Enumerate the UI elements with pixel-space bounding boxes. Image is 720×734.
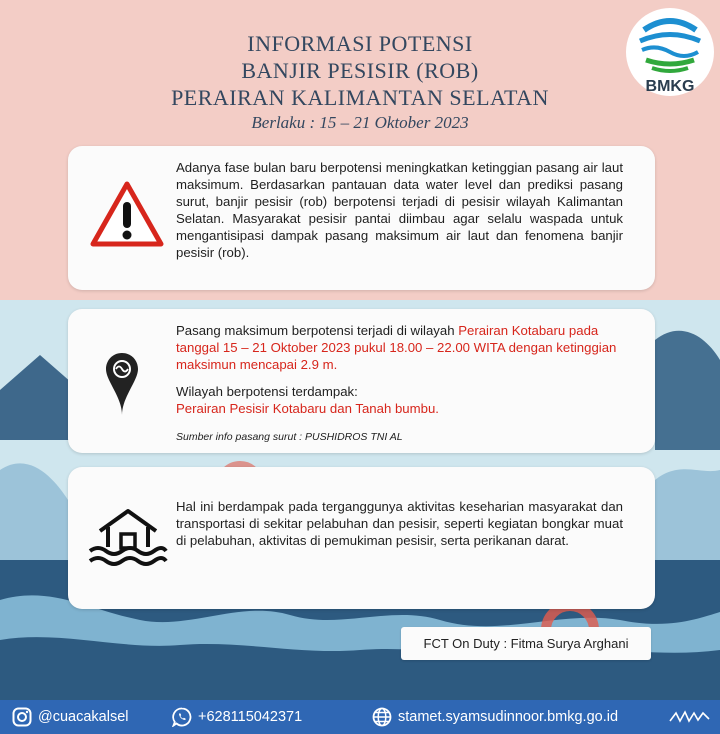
- page-title: [160, 30, 560, 135]
- instagram-handle: @cuacakalsel: [38, 709, 129, 725]
- logo-text: BMKG: [645, 78, 695, 95]
- whatsapp-icon: [172, 707, 192, 727]
- globe-icon: [372, 707, 392, 727]
- data-source: Sumber info pasang surut : PUSHIDROS TNI AL: [176, 431, 403, 443]
- instagram-icon: [12, 707, 32, 727]
- affected-label: Wilayah berpotensi terdampak:: [176, 384, 358, 399]
- affected-areas: Perairan Pesisir Kotabaru dan Tanah bumbu.: [176, 401, 439, 416]
- forecast-paragraph: [176, 322, 636, 373]
- forecaster-on-duty: FCT On Duty : Fitma Surya Arghani: [401, 627, 651, 660]
- tide-phase-text: Adanya fase bulan baru berpotensi meningkatkan ketinggian pasang air laut maksimum. Berdasarkan pantauan data water level dan prediksi pasang surut, banjir pesisir (rob) berpotensi terjadi di pesisir wilayah Kalimantan Selatan. Masyarakat pesisir pantai diimbau agar selalu waspada untuk mengantisipasi dampak pasang maksimum air laut dan fenomena banjir pesisir (rob).: [176, 160, 623, 260]
- flooded-house-icon: [88, 507, 168, 571]
- website-link[interactable]: [372, 700, 618, 734]
- warning-icon: [90, 180, 164, 248]
- whatsapp-contact[interactable]: [172, 700, 302, 734]
- title-line-2: BANJIR PESISIR (ROB): [241, 58, 479, 83]
- forecast-highlight: Perairan Kotabaru pada tanggal 15 – 21 Oktober 2023 pukul 18.00 – 22.00 WITA dengan ketinggian maksimun mencapai 2.9 m.: [176, 323, 617, 372]
- tide-phase-card: [68, 146, 655, 290]
- website-url: stamet.syamsudinnoor.bmkg.go.id: [398, 709, 619, 725]
- tide-forecast-card: [68, 309, 655, 453]
- whatsapp-number: +628115042371: [198, 709, 303, 725]
- impact-text: Hal ini berdampak pada terganggunya aktivitas keseharian masyarakat dan transportasi di sekitar pelabuhan dan pesisir, seperti kegiatan bongkar muat di pelabuhan, aktivitas di pemukiman pesisir, serta perikanan darat.: [176, 499, 623, 548]
- title-line-1: INFORMASI POTENSI: [247, 31, 473, 56]
- tide-forecast-content: [176, 322, 636, 446]
- signature-mark: [668, 700, 712, 734]
- instagram-contact[interactable]: [12, 700, 128, 734]
- bmkg-logo: [626, 8, 714, 106]
- location-pin-icon: [104, 351, 140, 417]
- forecast-prefix: Pasang maksimum berpotensi terjadi di wilayah: [176, 323, 459, 338]
- impact-card: [68, 467, 655, 609]
- validity-period: Berlaku : 15 – 21 Oktober 2023: [251, 113, 469, 132]
- title-line-3: PERAIRAN KALIMANTAN SELATAN: [171, 85, 549, 110]
- signature-icon: [668, 707, 712, 727]
- footer-bar: [0, 700, 720, 734]
